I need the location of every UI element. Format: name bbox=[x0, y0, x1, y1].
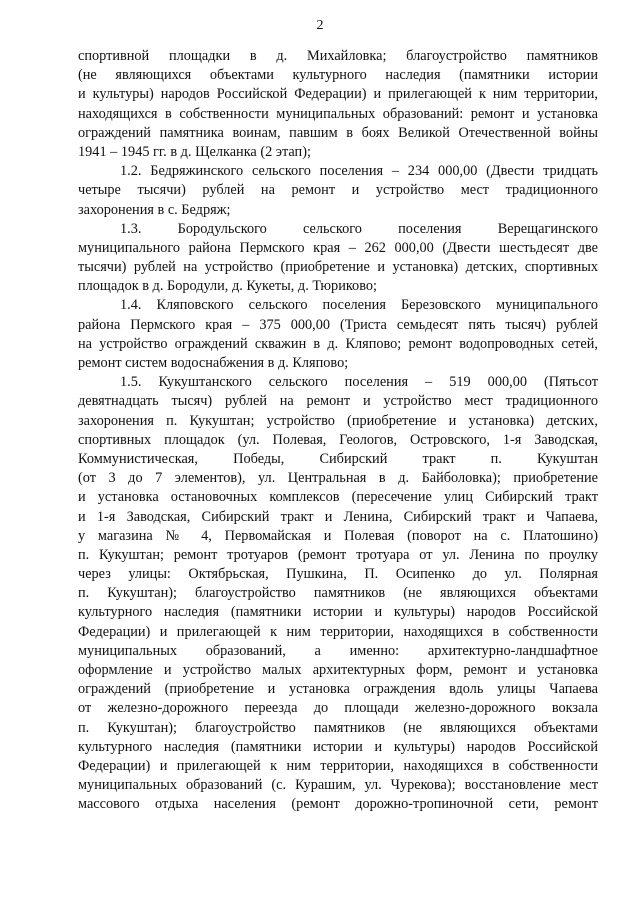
text-line: на устройство ограждений скважин в д. Кляпово; ремонт водопроводных сетей, bbox=[78, 335, 598, 352]
page-number: 2 bbox=[316, 18, 324, 33]
text-line: культурного наследия (памятники истории и культуры) народов Российской bbox=[78, 738, 598, 755]
text-line: (от 3 до 7 элементов), ул. Центральная в д. Байболовка); приобретение bbox=[78, 470, 598, 487]
text-line: п. Кукуштан); благоустройство памятников (не являющихся объектами bbox=[78, 719, 598, 736]
text-line: 1941 – 1945 гг. в д. Щелканка (2 этап); bbox=[78, 143, 311, 160]
text-line: девятнадцать тысяч) рублей на ремонт и устройство мест традиционного bbox=[78, 393, 598, 410]
text-line: оформление и устройство малых архитектурных форм, ремонт и установка bbox=[78, 662, 598, 678]
text-line: Коммунистическая, Победы, Сибирский тракт п. Кукуштан bbox=[78, 450, 598, 467]
text-line: Федерации) и прилегающей к ним территории, находящихся в собственности bbox=[78, 757, 598, 774]
text-line: Федерации) и прилегающей к ним территории, находящихся в собственности bbox=[78, 623, 598, 640]
text-line: муниципального района Пермского края – 262 000,00 (Двести шестьдесят две bbox=[78, 239, 598, 256]
text-line: у магазина № 4, Первомайская и Полевая (поворот на с. Платошино) bbox=[78, 527, 598, 544]
text-line: ограждений памятника воинам, павшим в боях Великой Отечественной войны bbox=[78, 124, 598, 141]
text-line: ограждений (приобретение и установка ограждения вдоль улицы Чапаева bbox=[78, 681, 598, 698]
paragraph-start-line: 1.5. Кукуштанского сельского поселения – 519 000,00 (Пятьсот bbox=[120, 374, 598, 391]
text-line: (не являющихся объектами культурного наследия (памятники истории bbox=[78, 67, 598, 84]
text-line: спортивной площадки в д. Михайловка; благоустройство памятников bbox=[78, 48, 598, 64]
text-line: через улицы: Октябрьская, Пушкина, П. Осипенко до ул. Полярная bbox=[78, 566, 598, 583]
text-line: четыре тысячи) рублей на ремонт и устройство мест традиционного bbox=[78, 182, 598, 199]
text-line: п. Кукуштан; ремонт тротуаров (ремонт тротуара от ул. Ленина по проулку bbox=[78, 546, 598, 563]
text-line: п. Кукуштан); благоустройство памятников (не являющихся объектами bbox=[78, 585, 598, 602]
text-line: и культуры) народов Российской Федерации) и прилегающей к ним территории, bbox=[78, 86, 598, 103]
text-line: и 1-я Заводская, Сибирский тракт и Ленина, Сибирский тракт и Чапаева, bbox=[78, 508, 598, 525]
text-line: культурного наследия (памятники истории и культуры) народов Российской bbox=[78, 604, 598, 621]
text-line: от железно-дорожного переезда до площади железно-дорожного вокзала bbox=[78, 700, 598, 717]
text-line: муниципальных образований, а именно: архитектурно-ландшафтное bbox=[78, 642, 598, 659]
paragraph-start-line: 1.2. Бедряжинского сельского поселения – 234 000,00 (Двести тридцать bbox=[120, 163, 598, 180]
text-line: площадок в д. Бородули, д. Кукеты, д. Тюриково; bbox=[78, 278, 377, 295]
text-line: муниципальных образований (с. Курашим, ул. Чурекова); восстановление мест bbox=[78, 777, 598, 794]
document-body bbox=[78, 47, 598, 815]
text-line: спортивных площадок (ул. Полевая, Геологов, Островского, 1-я Заводская, bbox=[78, 431, 598, 448]
text-line: массового отдыха населения (ремонт дорожно-тропиночной сети, ремонт bbox=[78, 796, 598, 813]
text-line: захоронения в с. Бедряж; bbox=[78, 201, 231, 218]
text-line: находящихся в собственности муниципальных образований: ремонт и установка bbox=[78, 105, 598, 122]
text-line: и установка остановочных комплексов (пересечение улиц Сибирский тракт bbox=[78, 489, 598, 506]
paragraph-start-line: 1.4. Кляповского сельского поселения Березовского муниципального bbox=[120, 297, 598, 314]
text-line: тысячи) рублей на устройство (приобретение и установка) детских, спортивных bbox=[78, 259, 598, 276]
text-line: захоронения п. Кукуштан; устройство (приобретение и установка) детских, bbox=[78, 412, 598, 429]
text-line: района Пермского края – 375 000,00 (Триста семьдесят пять тысяч) рублей bbox=[78, 316, 598, 333]
paragraph-start-line: 1.3. Бородульского сельского поселения Верещагинского bbox=[120, 220, 598, 237]
text-line: ремонт систем водоснабжения в д. Кляпово; bbox=[78, 355, 349, 371]
